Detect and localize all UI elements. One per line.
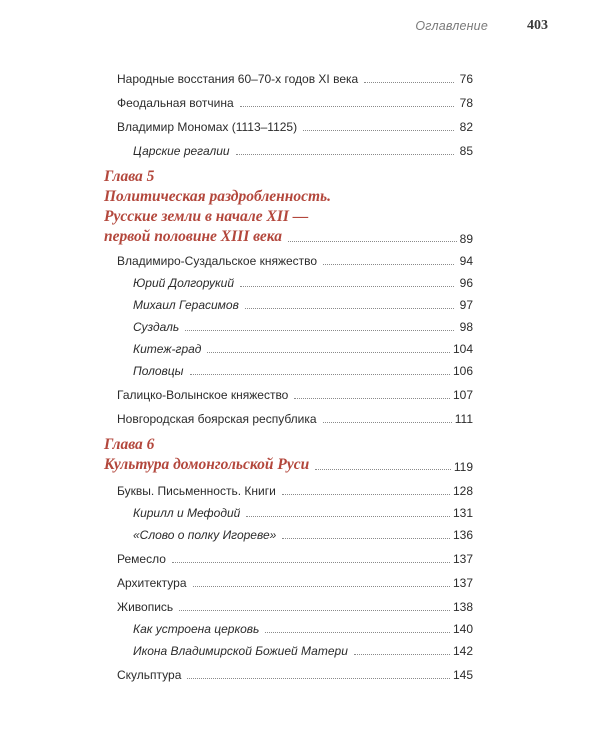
running-title: Оглавление [415,19,488,33]
chapter-5-title-line-1: Политическая раздробленность. [104,188,332,205]
dot-leader [246,516,450,517]
toc-entry-title: Новгородская боярская республика [117,412,317,426]
dot-leader [190,374,450,375]
dot-leader [315,469,451,470]
toc-entry-title: Владимиро-Суздальское княжество [117,254,318,268]
toc-entry-title: Народные восстания 60–70-х годов XI века [117,72,359,86]
toc-subentry[interactable] [133,362,473,378]
dot-leader [294,398,450,399]
toc-subentry[interactable] [133,340,473,356]
toc-entry-page: 111 [454,412,473,426]
toc-subentry[interactable] [133,642,473,658]
toc-entry[interactable] [117,666,473,682]
toc-subentry[interactable] [133,274,473,290]
toc-subentry[interactable] [133,526,473,542]
toc-subentry[interactable] [133,318,473,334]
toc-entry-page: 78 [459,96,473,110]
dot-leader [236,154,454,155]
toc-entry-page: 82 [459,120,473,134]
toc-entry-page: 98 [459,320,473,334]
dot-leader [282,494,450,495]
toc-entry-title: Суздаль [133,320,180,334]
chapter-5-title-line-2: Русские земли в начале XII — [104,208,309,225]
toc-entry-page: 142 [452,644,473,658]
toc-entry-title: Юрий Долгорукий [133,276,234,290]
toc-entry-title: Галицко-Волынское княжество [117,388,289,402]
dot-leader [185,330,454,331]
toc-entry-title: Живопись [117,600,174,614]
toc-entry-title: Михаил Герасимов [133,298,239,312]
dot-leader [240,106,454,107]
toc-entry-title: «Слово о полку Игореве» [133,528,277,542]
toc-subentry[interactable] [133,620,473,636]
toc-entry-page: 97 [459,298,473,312]
toc-entry[interactable] [117,252,473,268]
toc-entry[interactable] [117,70,473,86]
toc-subentry[interactable] [133,142,473,158]
toc-entry-page: 106 [452,364,473,378]
toc-entry-title: Владимир Мономах (1113–1125) [117,120,298,134]
dot-leader [245,308,454,309]
chapter-6-title: Культура домонгольской Руси [104,456,310,473]
toc-entry[interactable] [117,550,473,566]
toc-subentry[interactable] [133,504,473,520]
dot-leader [193,586,450,587]
toc-entry-page: 128 [452,484,473,498]
toc-entry-title: Как устроена церковь [133,622,260,636]
chapter-5-heading[interactable] [104,228,473,246]
toc-entry-page: 76 [459,72,473,86]
dot-leader [323,264,454,265]
dot-leader [282,538,450,539]
chapter-5-title-line-3: первой половине XIII века [104,228,282,245]
toc-entry-title: Икона Владимирской Божией Матери [133,644,348,658]
toc-entry-title: Царские регалии [133,144,230,158]
dot-leader [364,82,454,83]
toc-entry-title: Китеж-град [133,342,202,356]
toc-entry-page: 131 [452,506,473,520]
running-header [0,18,548,38]
toc-entry[interactable] [117,574,473,590]
toc-entry[interactable] [117,118,473,134]
toc-entry[interactable] [117,386,473,402]
toc-entry-page: 94 [459,254,473,268]
dot-leader [303,130,454,131]
toc-entry-page: 136 [452,528,473,542]
dot-leader [172,562,450,563]
toc-entry-title: Ремесло [117,552,166,566]
toc-entry-title: Архитектура [117,576,187,590]
toc-entry-title: Феодальная вотчина [117,96,234,110]
chapter-6-label: Глава 6 [104,436,155,453]
toc-entry-page: 107 [452,388,473,402]
dot-leader [240,286,454,287]
toc-entry-page: 138 [452,600,473,614]
toc-entry[interactable] [117,410,473,426]
toc-entry-title: Скульптура [117,668,182,682]
toc-entry[interactable] [117,482,473,498]
toc-entry[interactable] [117,598,473,614]
toc-entry-page: 140 [452,622,473,636]
toc-entry-page: 96 [459,276,473,290]
chapter-5-label: Глава 5 [104,168,155,185]
dot-leader [323,422,452,423]
dot-leader [187,678,450,679]
toc-subentry[interactable] [133,296,473,312]
dot-leader [288,241,457,242]
toc-entry-page: 137 [452,576,473,590]
toc-entry-title: Буквы. Письменность. Книги [117,484,276,498]
page-number: 403 [527,18,548,33]
chapter-6-page: 119 [453,460,473,474]
dot-leader [179,610,450,611]
chapter-5-page: 89 [459,232,473,246]
dot-leader [354,654,450,655]
dot-leader [207,352,450,353]
toc-entry-page: 145 [452,668,473,682]
toc-entry-page: 104 [452,342,473,356]
dot-leader [265,632,450,633]
chapter-6-heading[interactable] [104,456,473,474]
toc-entry-title: Кирилл и Мефодий [133,506,241,520]
toc-entry-page: 137 [452,552,473,566]
toc-entry-page: 85 [459,144,473,158]
toc-entry-title: Половцы [133,364,184,378]
toc-entry[interactable] [117,94,473,110]
